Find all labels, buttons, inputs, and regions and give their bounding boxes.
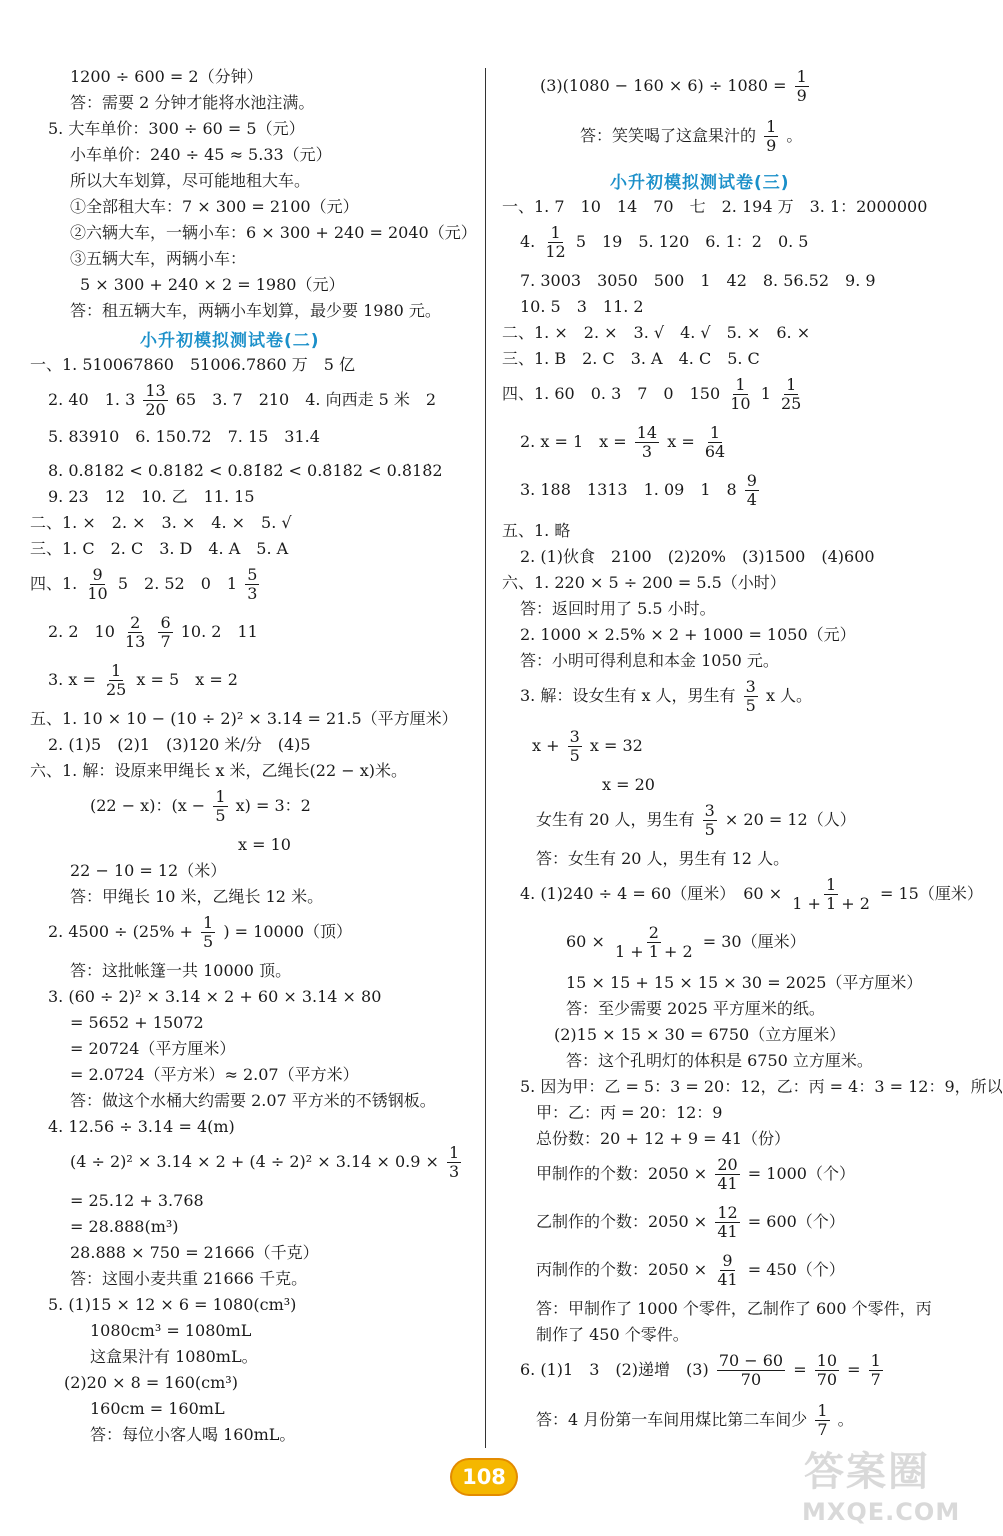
text-line: 答：笑笑喝了这盒果汁的 $\frac{1}{9}$ 。 bbox=[580, 117, 803, 155]
fraction: $\frac{3}{5}$ bbox=[569, 727, 580, 765]
text-line: 甲：乙：丙 = 20：12：9 bbox=[536, 1103, 723, 1122]
fraction: $\frac{1}{7}$ bbox=[817, 1401, 828, 1439]
text-line: 1200 ÷ 600 = 2（分钟） bbox=[70, 67, 263, 86]
text-line: 答：这个孔明灯的体积是 6750 立方厘米。 bbox=[566, 1051, 873, 1070]
watermark-text: 答案圈 bbox=[804, 1449, 930, 1495]
fraction: $\frac{2}{13}$ bbox=[125, 613, 146, 651]
text-line: 2. (1)伙食 2100 (2)20% (3)1500 (4)600 bbox=[520, 547, 875, 566]
text-line: = 5652 + 15072 bbox=[70, 1013, 204, 1032]
text-line: 答：4 月份第一车间用煤比第二车间少 $\frac{1}{7}$ 。 bbox=[536, 1401, 854, 1439]
text-line: 乙制作的个数：2050 × $\frac{12}{41}$ = 600（个） bbox=[536, 1203, 845, 1241]
fraction: $\frac{9}{4}$ bbox=[746, 471, 757, 509]
fraction: $\frac{1}{5}$ bbox=[203, 913, 214, 951]
fraction: $\frac{1}{64}$ bbox=[704, 423, 726, 461]
text-line: 三、1. B 2. C 3. A 4. C 5. C bbox=[502, 349, 760, 368]
text-line: (4 ÷ 2)² × 3.14 × 2 + (4 ÷ 2)² × 3.14 × 0.9 × $\frac{1}{3}$ bbox=[70, 1143, 460, 1181]
text-line: 女生有 20 人，男生有 $\frac{3}{5}$ × 20 = 12（人） bbox=[536, 801, 856, 839]
text-line: 二、1. × 2. × 3. √ 4. √ 5. × 6. × bbox=[502, 323, 811, 342]
fraction: $\frac{9}{41}$ bbox=[717, 1251, 738, 1289]
text-line: 5 × 300 + 240 × 2 = 1980（元） bbox=[80, 275, 345, 294]
text-line: 160cm = 160mL bbox=[90, 1399, 225, 1418]
text-line: ②六辆大车，一辆小车：6 × 300 + 240 = 2040（元） bbox=[70, 223, 477, 242]
text-line: x = 10 bbox=[238, 835, 291, 854]
text-line: 六、1. 解：设原来甲绳长 x 米，乙绳长(22 − x)米。 bbox=[30, 761, 407, 780]
text-line: 答：女生有 20 人，男生有 12 人。 bbox=[536, 849, 790, 868]
text-line: 1080cm³ = 1080mL bbox=[90, 1321, 252, 1340]
text-line: 答：小明可得利息和本金 1050 元。 bbox=[520, 651, 779, 670]
fraction: $\frac{1}{3}$ bbox=[449, 1143, 460, 1181]
text-line: 3. (60 ÷ 2)² × 3.14 × 2 + 60 × 3.14 × 80 bbox=[48, 987, 382, 1006]
text-line: 一、1. 7 10 14 70 七 2. 194 万 3. 1：2000000 bbox=[502, 197, 928, 216]
text-line: 10. 5 3 11. 2 bbox=[520, 297, 644, 316]
fraction: $\frac{1}{12}$ bbox=[545, 223, 566, 261]
fraction: $\frac{13}{20}$ bbox=[145, 381, 166, 419]
text-line: x + $\frac{3}{5}$ x = 32 bbox=[532, 727, 643, 765]
watermark-logo bbox=[800, 1440, 965, 1535]
text-line: 2. x = 1 x = $\frac{14}{3}$ x = $\frac{1}{64}$ bbox=[520, 423, 726, 461]
fraction: $\frac{1}{25}$ bbox=[780, 375, 802, 413]
text-line: 答：做这个水桶大约需要 2.07 平方米的不锈钢板。 bbox=[70, 1091, 436, 1110]
text-line: = 20724（平方厘米） bbox=[70, 1039, 236, 1058]
text-line: 答：租五辆大车，两辆小车划算，最少要 1980 元。 bbox=[70, 301, 441, 320]
text-line: 7. 3003 3050 500 1 42 8. 56.52 9. 9 bbox=[520, 271, 876, 290]
section-title: 小升初模拟测试卷(二) bbox=[140, 331, 320, 351]
text-line: 所以大车划算，尽可能地租大车。 bbox=[70, 171, 311, 190]
text-line: 答：需要 2 分钟才能将水池注满。 bbox=[70, 93, 315, 112]
text-line: 2. 2 10 $\frac{2}{13}$ $\frac{6}{7}$ 10. 2 11 bbox=[48, 613, 258, 651]
fraction: $\frac{1}{9}$ bbox=[766, 117, 777, 155]
text-line: 答：每位小客人喝 160mL。 bbox=[90, 1425, 296, 1444]
fraction: $\frac{10}{70}$ bbox=[816, 1351, 838, 1389]
fraction: $\frac{1}{10}$ bbox=[730, 375, 751, 413]
fraction: $\frac{1}{1 + 1 + 2}$ bbox=[792, 875, 870, 913]
fraction: $\frac{5}{3}$ bbox=[247, 565, 258, 603]
text-line: ①全部租大车：7 × 300 = 2100（元） bbox=[70, 197, 359, 216]
text-line: 4. 12.56 ÷ 3.14 = 4(m) bbox=[48, 1117, 235, 1136]
text-line: 15 × 15 + 15 × 15 × 30 = 2025（平方厘米） bbox=[566, 973, 923, 992]
text-line: (3)(1080 − 160 × 6) ÷ 1080 = $\frac{1}{9}$ bbox=[540, 67, 807, 105]
text-line: 5. 因为甲：乙 = 5：3 = 20：12，乙：丙 = 4：3 = 12：9，所以 bbox=[520, 1077, 1003, 1096]
text-line: 2. 1000 × 2.5% × 2 + 1000 = 1050（元） bbox=[520, 625, 856, 644]
text-line: 四、1. 60 0. 3 7 0 150 $\frac{1}{10}$ 1 $\frac{1}{25}$ bbox=[502, 375, 802, 413]
text-line: 2. (1)5 (2)1 (3)120 米/分 (4)5 bbox=[48, 735, 311, 754]
text-line: 小车单价：240 ÷ 45 ≈ 5.33（元） bbox=[70, 145, 332, 164]
text-line: 二、1. × 2. × 3. × 4. × 5. √ bbox=[30, 513, 292, 532]
text-line: 三、1. C 2. C 3. D 4. A 5. A bbox=[30, 539, 289, 558]
text-line: 3. x = $\frac{1}{25}$ x = 5 x = 2 bbox=[48, 661, 238, 699]
text-line: 甲制作的个数：2050 × $\frac{20}{41}$ = 1000（个） bbox=[536, 1155, 855, 1193]
text-line: 8. 0.8182 < 0.818̇2̇ < 0.81̇82̇ < 0.8̇18̇2 < 0.8̇18̇2 bbox=[48, 461, 443, 480]
fraction: $\frac{3}{5}$ bbox=[704, 801, 715, 839]
text-line: 答：这囤小麦共重 21666 千克。 bbox=[70, 1269, 308, 1288]
text-line: 四、1. $\frac{9}{10}$ 5 2. 52 0 1 $\frac{5}{3}$ bbox=[30, 565, 258, 603]
column-divider bbox=[485, 68, 486, 1448]
text-line: 28.888 × 750 = 21666（千克） bbox=[70, 1243, 319, 1262]
text-line: x = 20 bbox=[602, 775, 655, 794]
text-line: 五、1. 略 bbox=[502, 521, 571, 540]
page-number: 108 bbox=[452, 1460, 516, 1494]
text-line: 答：甲制作了 1000 个零件，乙制作了 600 个零件，丙 bbox=[536, 1299, 932, 1318]
text-line: = 25.12 + 3.768 bbox=[70, 1191, 204, 1210]
text-line: 这盒果汁有 1080mL。 bbox=[90, 1347, 258, 1366]
text-line: 4. $\frac{1}{12}$ 5 19 5. 120 6. 1：2 0. 5 bbox=[520, 223, 809, 261]
text-line: 制作了 450 个零件。 bbox=[536, 1325, 689, 1344]
watermark-url: MXQE.COM bbox=[802, 1498, 961, 1526]
text-line: 4. (1)240 ÷ 4 = 60（厘米） 60 × $\frac{1}{1 + 1 + 2}$ = 15（厘米） bbox=[520, 875, 983, 913]
text-line: (22 − x)：(x − $\frac{1}{5}$ x) = 3：2 bbox=[90, 787, 311, 825]
fraction: $\frac{1}{7}$ bbox=[870, 1351, 881, 1389]
fraction: $\frac{2}{1 + 1 + 2}$ bbox=[614, 923, 693, 961]
text-line: 5. (1)15 × 12 × 6 = 1080(cm³) bbox=[48, 1295, 297, 1314]
text-line: 丙制作的个数：2050 × $\frac{9}{41}$ = 450（个） bbox=[536, 1251, 845, 1289]
fraction: $\frac{6}{7}$ bbox=[160, 613, 171, 651]
text-line: = 2.0724（平方米）≈ 2.07（平方米） bbox=[70, 1065, 359, 1084]
text-line: = 28.888(m³) bbox=[70, 1217, 179, 1236]
fraction: $\frac{12}{41}$ bbox=[717, 1203, 738, 1241]
fraction: $\frac{20}{41}$ bbox=[717, 1155, 738, 1193]
fraction: $\frac{1}{5}$ bbox=[215, 787, 226, 825]
text-line: 答：返回时用了 5.5 小时。 bbox=[520, 599, 716, 618]
text-line: 2. 40 1. 3 $\frac{13}{20}$ 65 3. 7 210 4. 向西走 5 米 2 bbox=[48, 381, 437, 419]
text-line: 5. 大车单价：300 ÷ 60 = 5（元） bbox=[48, 119, 305, 138]
fraction: $\frac{70 - 60}{70}$ bbox=[718, 1351, 784, 1389]
fraction: $\frac{3}{5}$ bbox=[745, 677, 756, 715]
fraction: $\frac{1}{9}$ bbox=[796, 67, 807, 105]
section-title: 小升初模拟测试卷(三) bbox=[610, 173, 790, 193]
text-line: 2. 4500 ÷ (25% + $\frac{1}{5}$ ) = 10000（顶） bbox=[48, 913, 353, 951]
text-line: 60 × $\frac{2}{1 + 1 + 2}$ = 30（厘米） bbox=[566, 923, 806, 961]
text-line: 5. 83910 6. 150.72 7. 15 31.4 bbox=[48, 427, 320, 446]
text-line: 一、1. 510067860 51006.7860 万 5 亿 bbox=[30, 355, 356, 374]
text-line: 答：甲绳长 10 米，乙绳长 12 米。 bbox=[70, 887, 324, 906]
text-line: (2)15 × 15 × 30 = 6750（立方厘米） bbox=[554, 1025, 846, 1044]
text-line: ③五辆大车，两辆小车： bbox=[70, 249, 247, 268]
fraction: $\frac{9}{10}$ bbox=[87, 565, 108, 603]
text-line: 3. 188 1313 1. 09 1 8 $\frac{9}{4}$ bbox=[520, 471, 757, 509]
text-line: 五、1. 10 × 10 − (10 ÷ 2)² × 3.14 = 21.5（平方厘米） bbox=[30, 709, 458, 728]
text-line: 3. 解：设女生有 x 人，男生有 $\frac{3}{5}$ x 人。 bbox=[520, 677, 813, 715]
text-line: 答：至少需要 2025 平方厘米的纸。 bbox=[566, 999, 825, 1018]
text-line: 六、1. 220 × 5 ÷ 200 = 5.5（小时） bbox=[502, 573, 786, 592]
fraction: $\frac{1}{25}$ bbox=[105, 661, 127, 699]
text-line: 答：这批帐篷一共 10000 顶。 bbox=[70, 961, 292, 980]
fraction: $\frac{14}{3}$ bbox=[636, 423, 658, 461]
text-line: 9. 23 12 10. 乙 11. 15 bbox=[48, 487, 255, 506]
text-line: (2)20 × 8 = 160(cm³) bbox=[64, 1373, 238, 1392]
text-line: 6. (1)1 3 (2)递增 (3) $\frac{70 - 60}{70}$ = $\frac{10}{70}$ = $\frac{1}{7}$ bbox=[520, 1351, 881, 1389]
text-line: 22 − 10 = 12（米） bbox=[70, 861, 227, 880]
text-line: 总份数：20 + 12 + 9 = 41（份） bbox=[536, 1129, 790, 1148]
